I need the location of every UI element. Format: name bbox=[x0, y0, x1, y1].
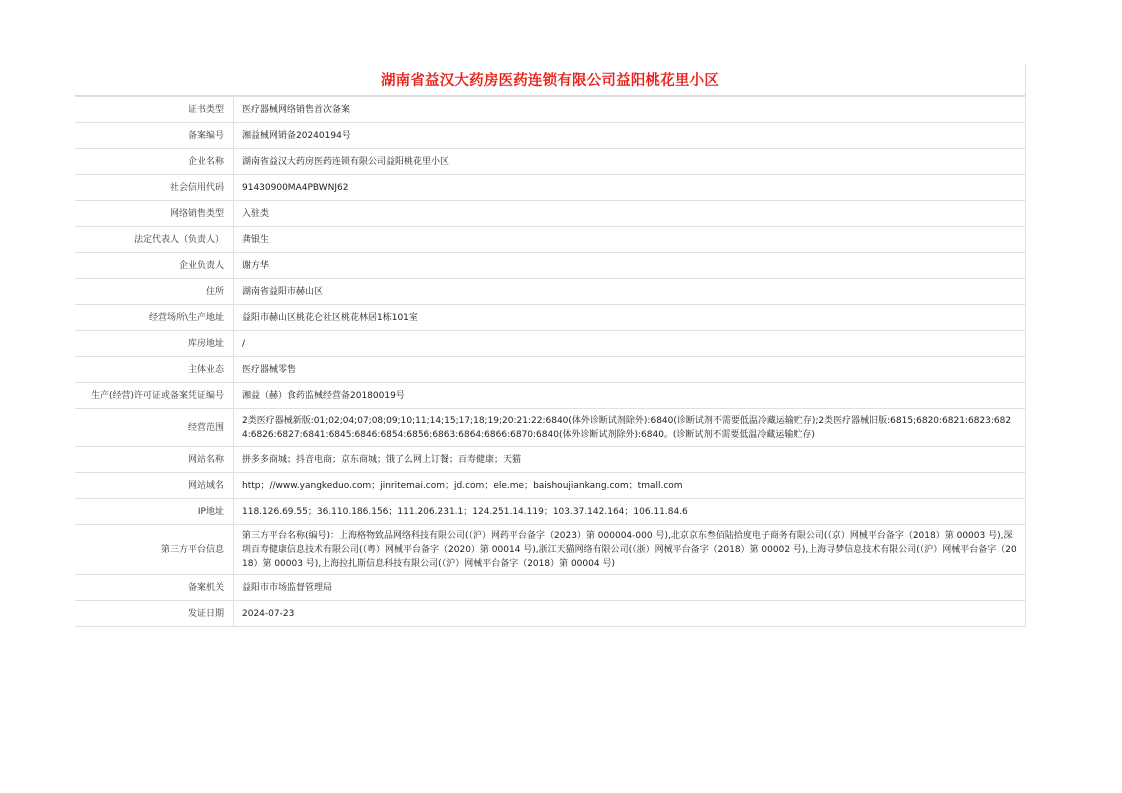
row-label: 网站域名 bbox=[75, 473, 234, 499]
row-label: 证书类型 bbox=[75, 97, 234, 123]
row-label: 社会信用代码 bbox=[75, 175, 234, 201]
certificate-sheet bbox=[75, 64, 1026, 627]
page-title: 湖南省益汉大药房医药连锁有限公司益阳桃花里小区 bbox=[380, 73, 720, 89]
row-value: 湖南省益阳市赫山区 bbox=[234, 279, 1026, 305]
table-row bbox=[75, 123, 1026, 149]
table-row bbox=[75, 409, 1026, 447]
row-value: 谢方华 bbox=[234, 253, 1026, 279]
title-row bbox=[75, 64, 1026, 96]
row-value: 龚银生 bbox=[234, 227, 1026, 253]
table-row bbox=[75, 447, 1026, 473]
row-label: 经营场所\生产地址 bbox=[75, 305, 234, 331]
row-label: IP地址 bbox=[75, 499, 234, 525]
row-label: 经营范围 bbox=[75, 409, 234, 447]
info-table bbox=[75, 96, 1026, 627]
table-row bbox=[75, 149, 1026, 175]
row-value: 拼多多商城；抖音电商；京东商城；饿了么网上订餐；百寿健康；天猫 bbox=[234, 447, 1026, 473]
row-value: 医疗器械零售 bbox=[234, 357, 1026, 383]
table-row bbox=[75, 357, 1026, 383]
row-value: 湖南省益汉大药房医药连锁有限公司益阳桃花里小区 bbox=[234, 149, 1026, 175]
row-label: 库房地址 bbox=[75, 331, 234, 357]
row-value: 2类医疗器械新版:01;02;04;07;08;09;10;11;14;15;17;18;19;20:21:22:6840(体外诊断试剂除外):6840(诊断试剂不需要低温冷藏运输贮存);2类医疗器械旧版:6815;6820:6821:6823:6824:6826:6827:6841:6845:6846:6854:6856:6863:6864:6866:6870:6840(体外诊断试剂除外):6840。(诊断试剂不需要低温冷藏运输贮存) bbox=[234, 409, 1026, 447]
row-label: 发证日期 bbox=[75, 601, 234, 627]
row-label: 企业名称 bbox=[75, 149, 234, 175]
row-label: 备案编号 bbox=[75, 123, 234, 149]
row-label: 企业负责人 bbox=[75, 253, 234, 279]
row-value: 118.126.69.55；36.110.186.156；111.206.231.1；124.251.14.119；103.37.142.164；106.11.84.6 bbox=[234, 499, 1026, 525]
row-value: / bbox=[234, 331, 1026, 357]
row-value: 第三方平台名称(编号)：上海格物致品网络科技有限公司(（沪）网药平台备字（2023）第 000004-000 号),北京京东叁佰陆拾度电子商务有限公司(（京）网械平台备字（2018）第 00003 号),深圳百寿健康信息技术有限公司(（粤）网械平台备字（2020）第 00014 号),浙江天猫网络有限公司(（浙）网械平台备字（2018）第 00002 号),上海寻梦信息技术有限公司(（沪）网械平台备字（2018）第 00003 号),上海拉扎斯信息科技有限公司(（沪）网械平台备字（2018）第 00004 号) bbox=[234, 525, 1026, 575]
row-value: 湘益（赫）食药监械经营备20180019号 bbox=[234, 383, 1026, 409]
row-value: 2024-07-23 bbox=[234, 601, 1026, 627]
table-row bbox=[75, 305, 1026, 331]
table-row bbox=[75, 227, 1026, 253]
row-label: 住所 bbox=[75, 279, 234, 305]
table-row bbox=[75, 175, 1026, 201]
row-value: 91430900MA4PBWNJ62 bbox=[234, 175, 1026, 201]
row-value: 医疗器械网络销售首次备案 bbox=[234, 97, 1026, 123]
table-row bbox=[75, 525, 1026, 575]
table-row bbox=[75, 473, 1026, 499]
table-row bbox=[75, 97, 1026, 123]
row-label: 第三方平台信息 bbox=[75, 525, 234, 575]
table-row bbox=[75, 575, 1026, 601]
table-row bbox=[75, 499, 1026, 525]
row-value: 益阳市赫山区桃花仑社区桃花林居1栋101室 bbox=[234, 305, 1026, 331]
table-row bbox=[75, 201, 1026, 227]
row-label: 网络销售类型 bbox=[75, 201, 234, 227]
table-row bbox=[75, 279, 1026, 305]
table-row bbox=[75, 601, 1026, 627]
row-value: 入驻类 bbox=[234, 201, 1026, 227]
row-value: 湘益械网销备20240194号 bbox=[234, 123, 1026, 149]
row-value: http；//www.yangkeduo.com；jinritemai.com；jd.com；ele.me；baishoujiankang.com；tmall.com bbox=[234, 473, 1026, 499]
table-row bbox=[75, 331, 1026, 357]
row-label: 生产(经营)许可证或备案凭证编号 bbox=[75, 383, 234, 409]
row-label: 备案机关 bbox=[75, 575, 234, 601]
table-row bbox=[75, 253, 1026, 279]
row-label: 法定代表人（负责人） bbox=[75, 227, 234, 253]
table-row bbox=[75, 383, 1026, 409]
row-label: 网站名称 bbox=[75, 447, 234, 473]
row-label: 主体业态 bbox=[75, 357, 234, 383]
row-value: 益阳市市场监督管理局 bbox=[234, 575, 1026, 601]
